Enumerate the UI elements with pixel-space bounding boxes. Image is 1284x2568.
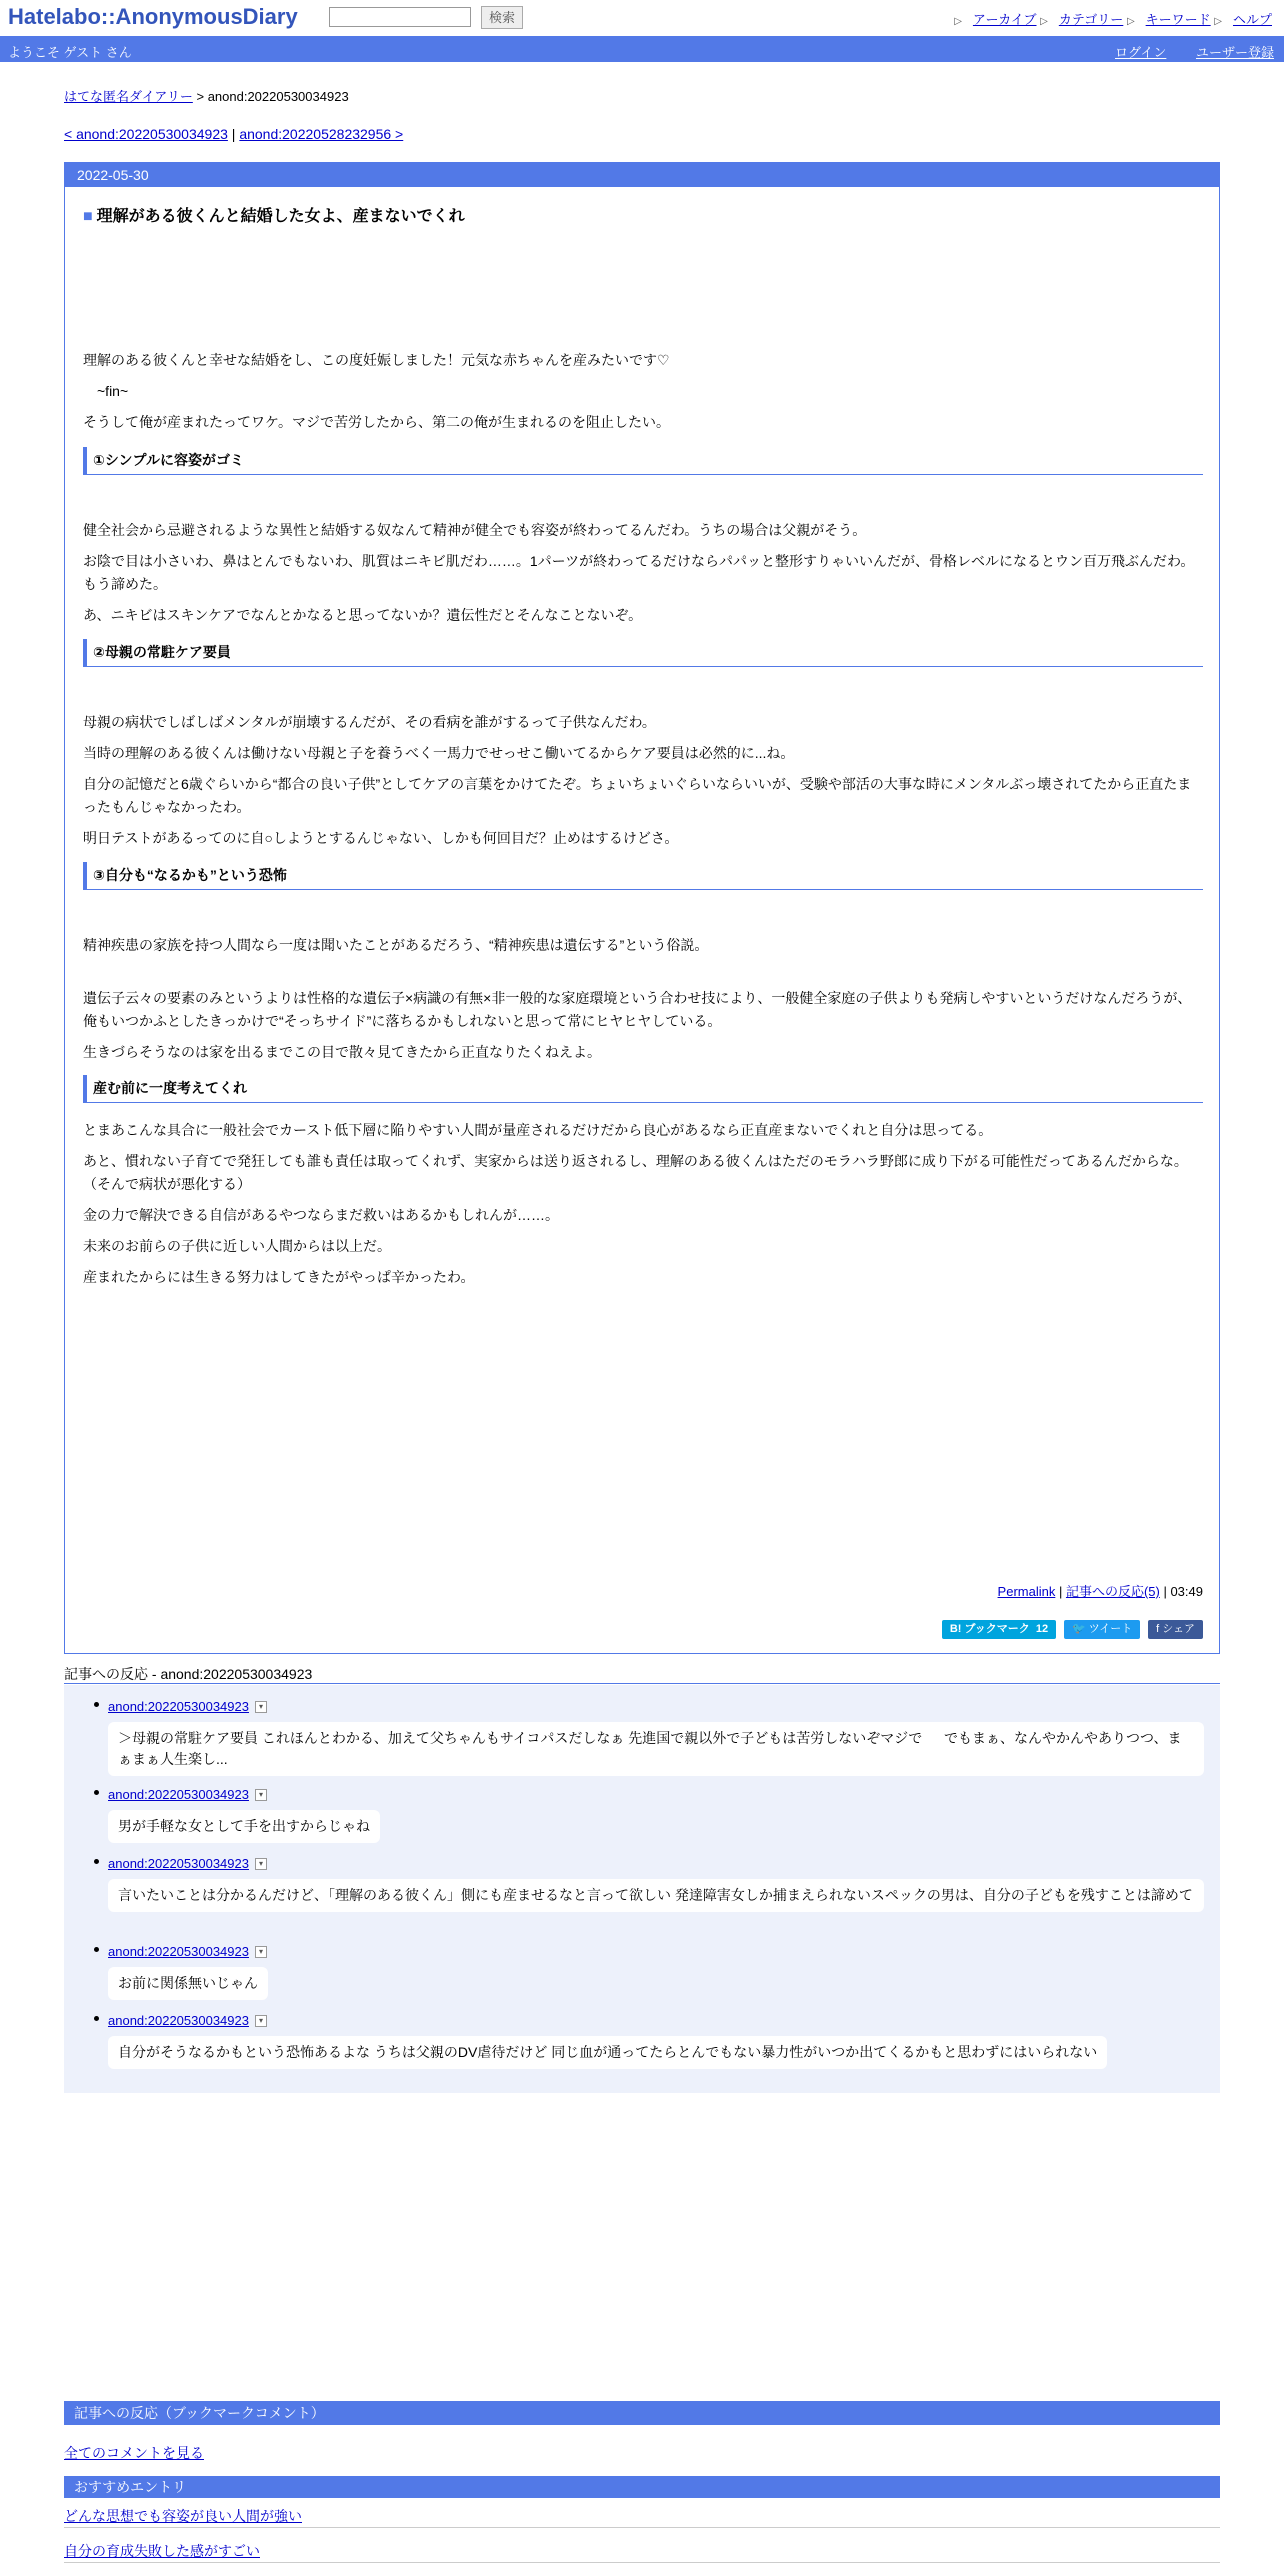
bullet-icon <box>94 1859 99 1864</box>
entry-body <box>83 203 1203 1285</box>
hatena-bookmark-label: B! ブックマーク <box>949 1623 1030 1635</box>
reaction-link[interactable]: anond:20220530034923 <box>108 1699 249 1714</box>
search-button[interactable]: 検索 <box>481 6 523 29</box>
reaction-bubble: お前に関係無いじゃん <box>108 1967 268 2000</box>
recommend-header: おすすめエントリ <box>64 2476 1220 2498</box>
tweet-label: ツイート <box>1088 1623 1133 1635</box>
reaction-bubble: 自分がそうなるかもという恐怖あるよな うちは父親のDV虐待だけど 同じ血が通ってたらとんでもない暴力性がいつか出てくるかもと思わずにはいられない <box>108 2036 1107 2069</box>
login-link[interactable]: ログイン <box>1115 45 1167 60</box>
dropdown-icon[interactable]: ▾ <box>255 1858 267 1870</box>
facebook-share-button[interactable] <box>1148 1620 1203 1639</box>
section-heading: ②母親の常駐ケア要員 <box>83 639 1203 667</box>
keyword-link[interactable]: キーワード <box>1145 12 1211 27</box>
breadcrumb-sep: > <box>196 89 205 104</box>
dropdown-icon[interactable]: ▾ <box>255 1946 267 1958</box>
reaction-bubble: 男が手軽な女として手を出すからじゃね <box>108 1810 380 1843</box>
paragraph: あ、ニキビはスキンケアでなんとかなると思ってないか？遺伝性だとそんなことないぞ。 <box>83 607 643 623</box>
bookmark-count: 12 <box>1035 1623 1049 1635</box>
entry-footer: Permalink | 記事への反応(5) | 03:49 <box>997 1584 1203 1599</box>
welcome-text: ようこそ ゲスト さん <box>8 45 132 60</box>
paragraph: 自分の記憶だと6歳ぐらいから“都合の良い子供”としてケアの言葉をかけてたぞ。ちょいちょいぐらいならいいが、受験や部活の大事な時にメンタルぶっ壊されてたから正直たまったもんじゃなかったわ。 <box>83 776 1192 815</box>
paragraph: 理解のある彼くんと幸せな結婚をし、この度妊娠しました！元気な赤ちゃんを産みたいです♡ <box>83 352 670 368</box>
reactions-title: 記事への反応 - anond:20220530034923 <box>64 1666 313 1682</box>
arrow-icon: ▷ <box>1214 16 1222 27</box>
entry-time: 03:49 <box>1170 1584 1203 1599</box>
divider <box>64 2527 1220 2528</box>
paragraph: 当時の理解のある彼くんは働けない母親と子を養うべく一馬力でせっせこ働いてるからケア要員は必然的に...ね。 <box>83 745 795 761</box>
permalink[interactable]: Permalink <box>997 1584 1056 1599</box>
reaction-link[interactable]: anond:20220530034923 <box>108 1787 249 1802</box>
paragraph: ~fin~ <box>97 383 129 399</box>
dropdown-icon[interactable]: ▾ <box>255 1789 267 1801</box>
user-bar <box>0 36 1284 62</box>
top-header <box>0 0 1284 36</box>
title-marker-icon[interactable]: ■ <box>83 208 93 225</box>
paragraph: とまあこんな具合に一般社会でカースト低下層に陥りやすい人間が量産されるだけだから良心があるなら正直産まないでくれと自分は思ってる。 <box>83 1122 993 1138</box>
bookmark-comments-header: 記事への反応（ブックマークコメント） <box>64 2401 1220 2425</box>
diary-entry <box>64 162 1220 1654</box>
paragraph: 健全社会から忌避されるような異性と結婚する奴なんて精神が健全でも容姿が終わってるんだわ。うちの場合は父親がそう。 <box>83 522 867 538</box>
entry-date: 2022-05-30 <box>65 163 1219 187</box>
reaction-item <box>108 1698 1204 1776</box>
tweet-button[interactable] <box>1064 1620 1140 1639</box>
paragraph: お陰で目は小さいわ、鼻はとんでもないわ、肌質はニキビ肌だわ……。1パーツが終わってるだけならパパッと整形すりゃいいんだが、骨格レベルになるとウン百万飛ぶんだわ。もう諦めた。 <box>83 553 1195 592</box>
site-logo[interactable]: Hatelabo::AnonymousDiary <box>8 4 298 29</box>
reaction-item <box>108 1943 1204 2000</box>
divider <box>64 2562 1220 2563</box>
arrow-icon: ▷ <box>1040 16 1048 27</box>
reactions-link[interactable]: 記事への反応(5) <box>1065 1584 1160 1599</box>
bullet-icon <box>94 2016 99 2021</box>
recommend-entry-link[interactable]: 自分の育成失敗した感がすごい <box>64 2543 260 2559</box>
pager-sep: | <box>231 126 236 142</box>
reaction-link[interactable]: anond:20220530034923 <box>108 2013 249 2028</box>
reaction-bubble: 言いたいことは分かるんだけど、「理解のある彼くん」側にも産ませるなと言って欲しい 発達障害女しか捕まえられないスペックの男は、自分の子どもを残すことは諦めて <box>108 1879 1204 1912</box>
paragraph: 明日テストがあるってのに自○しようとするんじゃない、しかも何回目だ？止めはするけどさ。 <box>83 830 679 846</box>
recommend-entry-link[interactable]: どんな思想でも容姿が良い人間が強い <box>64 2508 302 2524</box>
reactions-divider <box>64 1683 1220 1684</box>
breadcrumb <box>64 86 349 105</box>
auth-links <box>1089 42 1274 61</box>
bullet-icon <box>94 1947 99 1952</box>
arrow-icon: ▷ <box>1126 16 1135 27</box>
paragraph: 金の力で解決できる自信があるやつならまだ救いはあるかもしれんが……。 <box>83 1207 559 1223</box>
entry-title-text: 理解がある彼くんと結婚した女よ、産まないでくれ <box>96 208 465 225</box>
search-input[interactable] <box>329 7 471 27</box>
prev-entry-link[interactable]: < anond:20220530034923 <box>64 126 228 142</box>
top-links <box>954 9 1272 28</box>
section-heading: ①シンプルに容姿がゴミ <box>83 447 1203 475</box>
reaction-item <box>108 2012 1204 2069</box>
facebook-icon: f <box>1156 1623 1160 1635</box>
breadcrumb-current: anond:20220530034923 <box>207 89 349 104</box>
share-label: シェア <box>1162 1623 1195 1635</box>
reaction-item <box>108 1855 1204 1912</box>
share-buttons <box>938 1619 1203 1639</box>
bullet-icon <box>94 1790 99 1795</box>
archive-link[interactable]: アーカイブ <box>972 12 1037 27</box>
reaction-link[interactable]: anond:20220530034923 <box>108 1856 249 1871</box>
entry-pager <box>64 126 403 142</box>
section-heading: 産む前に一度考えてくれ <box>83 1075 1203 1103</box>
bullet-icon <box>94 1702 99 1707</box>
paragraph: 精神疾患の家族を持つ人間なら一度は聞いたことがあるだろう、“精神疾患は遺伝する”という俗説。 <box>83 937 709 953</box>
next-entry-link[interactable]: anond:20220528232956 > <box>239 126 404 142</box>
breadcrumb-home[interactable]: はてな匿名ダイアリー <box>64 89 193 104</box>
paragraph: あと、慣れない子育てで発狂しても誰も責任は取ってくれず、実家からは送り返されるし、理解のある彼くんはただのモラハラ野郎に成り下がる可能性だってあるんだからな。（そんで病状が悪化する） <box>83 1153 1188 1192</box>
reaction-item <box>108 1786 1204 1843</box>
paragraph: 産まれたからには生きる努力はしてきたがやっぱ辛かったわ。 <box>83 1269 475 1285</box>
paragraph: 生きづらそうなのは家を出るまでこの目で散々見てきたから正直なりたくねえよ。 <box>83 1044 601 1060</box>
all-comments-link[interactable]: 全てのコメントを見る <box>64 2445 204 2461</box>
dropdown-icon[interactable]: ▾ <box>255 1701 267 1713</box>
section-heading: ③自分も“なるかも”という恐怖 <box>83 862 1203 890</box>
category-link[interactable]: カテゴリー <box>1058 12 1124 27</box>
register-link[interactable]: ユーザー登録 <box>1195 45 1274 60</box>
reaction-bubble: ＞母親の常駐ケア要員 これほんとわかる、加えて父ちゃんもサイコパスだしなぁ 先進国で親以外で子どもは苦労しないぞマジで でもまぁ、なんやかんやありつつ、まぁまぁ人生楽し... <box>108 1722 1204 1776</box>
paragraph: 遺伝子云々の要素のみというよりは性格的な遺伝子×病識の有無×非一般的な家庭環境という合わせ技により、一般健全家庭の子供よりも発病しやすいというだけなんだろうが、俺もいつかふとしたきっかけで“そっちサイド”に落ちるかもしれないと思って常にヒヤヒヤしている。 <box>83 990 1192 1029</box>
reactions-list <box>64 1685 1220 2093</box>
arrow-icon: ▷ <box>954 16 962 27</box>
twitter-bird-icon: 🐦 <box>1071 1623 1086 1635</box>
paragraph: 母親の病状でしばしばメンタルが崩壊するんだが、その看病を誰がするって子供なんだわ。 <box>83 714 656 730</box>
dropdown-icon[interactable]: ▾ <box>255 2015 267 2027</box>
reaction-link[interactable]: anond:20220530034923 <box>108 1944 249 1959</box>
help-link[interactable]: ヘルプ <box>1232 12 1272 27</box>
paragraph: 未来のお前らの子供に近しい人間からは以上だ。 <box>83 1238 391 1254</box>
entry-title <box>83 203 1203 226</box>
hatena-bookmark-button[interactable] <box>942 1620 1056 1639</box>
paragraph: そうして俺が産まれたってワケ。マジで苦労したから、第二の俺が生まれるのを阻止したい。 <box>83 414 671 430</box>
